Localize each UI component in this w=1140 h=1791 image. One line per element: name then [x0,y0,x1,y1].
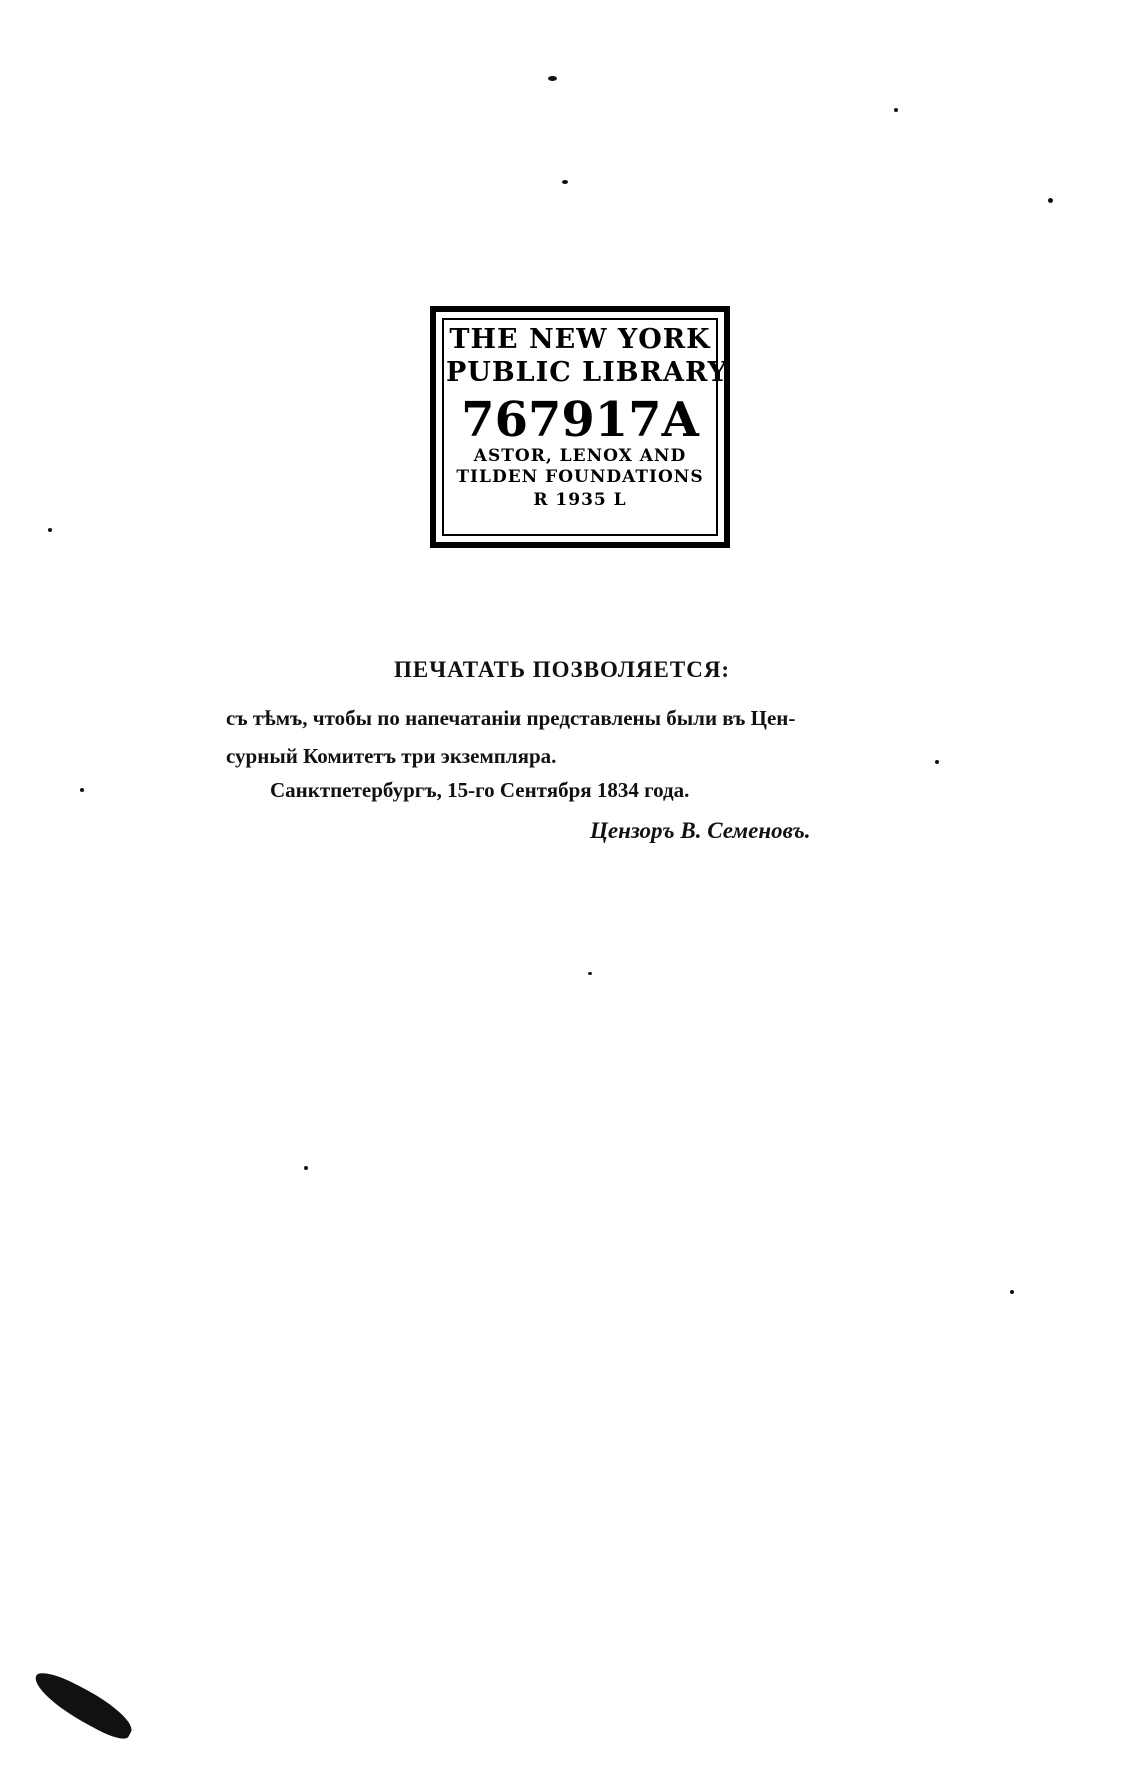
censor-signature: Цензоръ В. Семеновъ. [590,818,811,843]
scan-speck [562,180,568,184]
scan-speck [48,528,52,532]
scan-speck [1010,1290,1014,1294]
approval-title: ПЕЧАТАТЬ ПОЗВОЛЯЕТСЯ: [394,657,731,682]
stamp-number: 767917A [461,392,699,448]
approval-text-line-2: сурный Комитетъ три экземпляра. [226,744,557,768]
scan-speck [304,1166,308,1170]
scan-smear [27,1666,138,1744]
scan-speck [588,972,592,975]
stamp-line-6: R 1935 L [533,490,627,510]
approval-text-line-1: съ тѣмъ, чтобы по напечатаніи представлены были въ Цен- [226,706,796,730]
scan-speck [935,760,939,764]
stamp-line-4: ASTOR, LENOX AND [473,446,687,466]
stamp-line-5: TILDEN FOUNDATIONS [456,467,704,487]
scan-speck [894,108,898,112]
stamp-line-2: PUBLIC LIBRARY [446,357,728,388]
scan-speck [548,76,557,81]
scan-speck [1048,198,1053,203]
approval-place-date: Санктпетербургъ, 15-го Сентября 1834 года. [270,778,690,802]
stamp-line-1: THE NEW YORK [449,324,711,355]
scan-speck [80,788,84,792]
library-stamp [430,306,730,548]
